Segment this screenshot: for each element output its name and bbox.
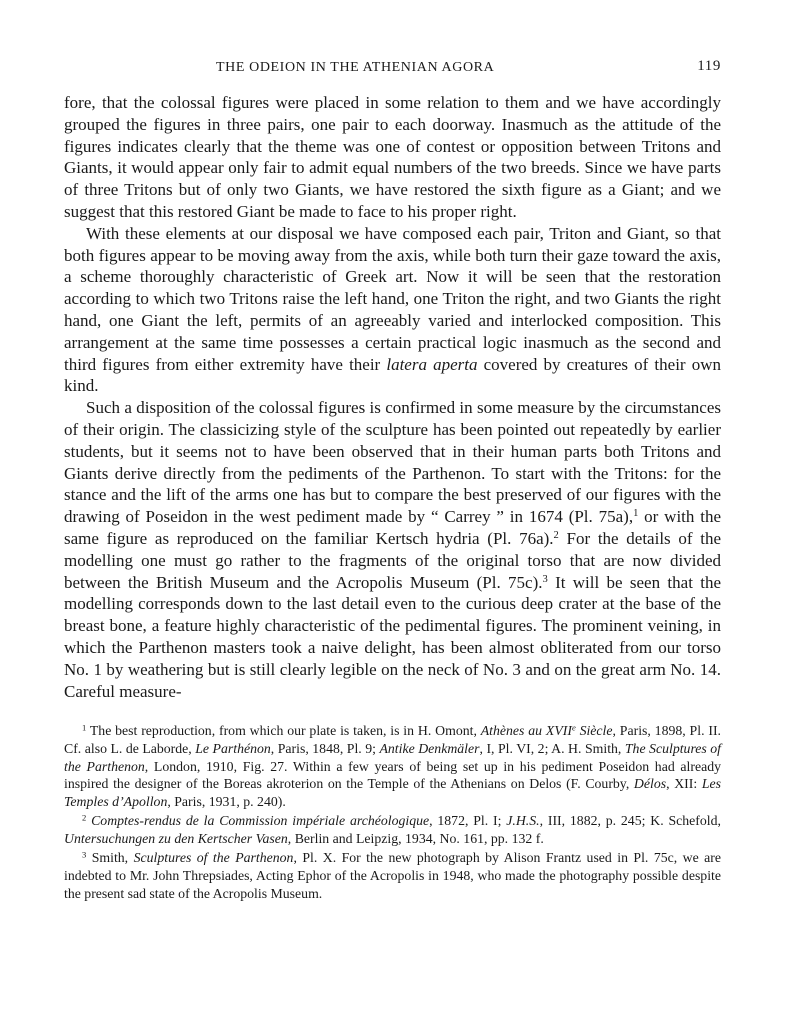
page-header (64, 58, 721, 82)
text-run: , London, 1910, Fig. 27. Within a few years of being set up in his pediment Poseidon had already inspired the designer of the Boreas akroterion on the Temple of the Athenians on Delos (F. Courby, (64, 758, 722, 792)
italic-text: Les Temples d’Apollon (64, 776, 721, 809)
running-title: THE ODEION IN THE ATHENIAN AGORA (216, 60, 495, 75)
footnotes (64, 722, 721, 902)
body-paragraph (64, 92, 721, 223)
italic-text: Délos (633, 776, 667, 792)
page-number: 119 (697, 58, 721, 74)
footnote-marker: 1 (82, 722, 87, 733)
footnote-marker: 2 (553, 530, 559, 542)
footnote-marker: 1 (633, 508, 639, 520)
text-run: It will be seen that the modelling corresponds down to the last detail even to the curious deep crater at the base of the breast bone, a feature highly characteristic of the pedimental figures. The prominent veining, in which the Parthenon masters took a naive delight, has been almost obliterated from our torso No. 1 by weathering but is still clearly legible on the neck of No. 3 and on the great arm No. 14. Careful measure- (64, 572, 721, 701)
italic-text: Le Parthénon (195, 740, 271, 756)
footnote (64, 812, 721, 847)
body-paragraph (64, 397, 721, 702)
italic-text: Untersuchungen zu den Kertscher Vasen (64, 830, 288, 846)
text-run: With these elements at our disposal we have composed each pair, Triton and Giant, so that both figures appear to be moving away from the axis, while both turn their gaze toward the axis, a scheme thoroughly characteristic of Greek art. Now it will be seen that the restoration according to which two Tritons raise the left hand, one Triton the right, and two Giants the right hand, one Giant the left, permits of an agreeably varied and interlocked composition. This arrangement at the same time possesses a certain practical logic inasmuch as the second and third figures from either extremity have their (64, 223, 721, 374)
text-run: , III, 1882, p. 245; K. Schefold, (539, 813, 721, 829)
text-run: Smith, (86, 850, 134, 866)
footnote (64, 722, 721, 810)
footnote-marker: e (571, 722, 576, 733)
italic-text: Sculptures of the Parthenon (133, 850, 294, 866)
text-run: covered by creatures of their own kind. (64, 354, 721, 396)
text-run: , Berlin and Leipzig, 1934, No. 161, pp. 132 f. (287, 830, 544, 846)
footnote (64, 849, 721, 902)
page (64, 58, 721, 904)
italic-text: The Sculptures of the Parthenon (64, 740, 722, 774)
text-run: Such a disposition of the colossal figures is confirmed in some measure by the circumstances of their origin. The classicizing style of the sculpture has been pointed out repeatedly by earlier students, but it seems not to have been observed that in their human parts both Tritons and Giants derive directly from the pediments of the Parthenon. To start with the Tritons: for the stance and the lift of the arms one has but to compare the best preserved of our figures with the drawing of Poseidon in the west pediment made by “ Carrey ” in 1674 (Pl. 75a), (64, 398, 721, 527)
text-run: , Paris, 1848, Pl. 9; (270, 740, 380, 756)
italic-text: Siècle (575, 723, 613, 739)
italic-text: Comptes-rendus de la Commission impériale archéologique (91, 813, 430, 829)
body-paragraph (64, 223, 721, 397)
italic-text: J.H.S. (506, 813, 540, 829)
text-run: fore, that the colossal figures were placed in some relation to them and we have accordingly grouped the figures in three pairs, one pair to each doorway. Inasmuch as the attitude of the figures indicates clearly that the theme was one of contest or opposition between Tritons and Giants, it would appear only fair to admit equal numbers of the two breeds. Since we have parts of three Tritons but of only two Giants, we have restored the sixth figure as a Giant; and we suggest that this restored Giant be made to face to his proper right. (64, 93, 721, 221)
footnote-marker: 3 (82, 849, 87, 860)
text-run: , I, Pl. VI, 2; A. H. Smith, (479, 740, 625, 756)
text-run: , Paris, 1931, p. 240). (167, 793, 286, 809)
text-run: The best reproduction, from which our plate is taken, is in H. Omont, (86, 723, 481, 739)
text-run: , XII: (666, 776, 702, 792)
text-run: , 1872, Pl. I; (429, 813, 507, 829)
italic-text: latera aperta (386, 354, 478, 374)
text-run: or with the same figure as reproduced on the familiar Kertsch hydria (Pl. 76a). (64, 507, 722, 548)
text-run: , Paris, 1898, Pl. II. Cf. also L. de Laborde, (64, 723, 721, 756)
italic-text: Athènes au XVII (480, 723, 572, 739)
text-run: , Pl. X. For the new photograph by Alison Frantz used in Pl. 75c, we are indebted to Mr. John Threpsiades, Acting Ephor of the Acropolis in 1948, who made the photography possible despite the present sad state of the Acropolis Museum. (64, 850, 721, 901)
text-run: For the details of the modelling one must go rather to the fragments of the original torso that are now divided between the British Museum and the Acropolis Museum (Pl. 75c). (64, 528, 721, 592)
footnote-marker: 2 (82, 812, 87, 823)
italic-text: Antike Denkmäler (379, 740, 480, 756)
footnote-marker: 3 (542, 573, 548, 585)
body-text (64, 92, 721, 702)
